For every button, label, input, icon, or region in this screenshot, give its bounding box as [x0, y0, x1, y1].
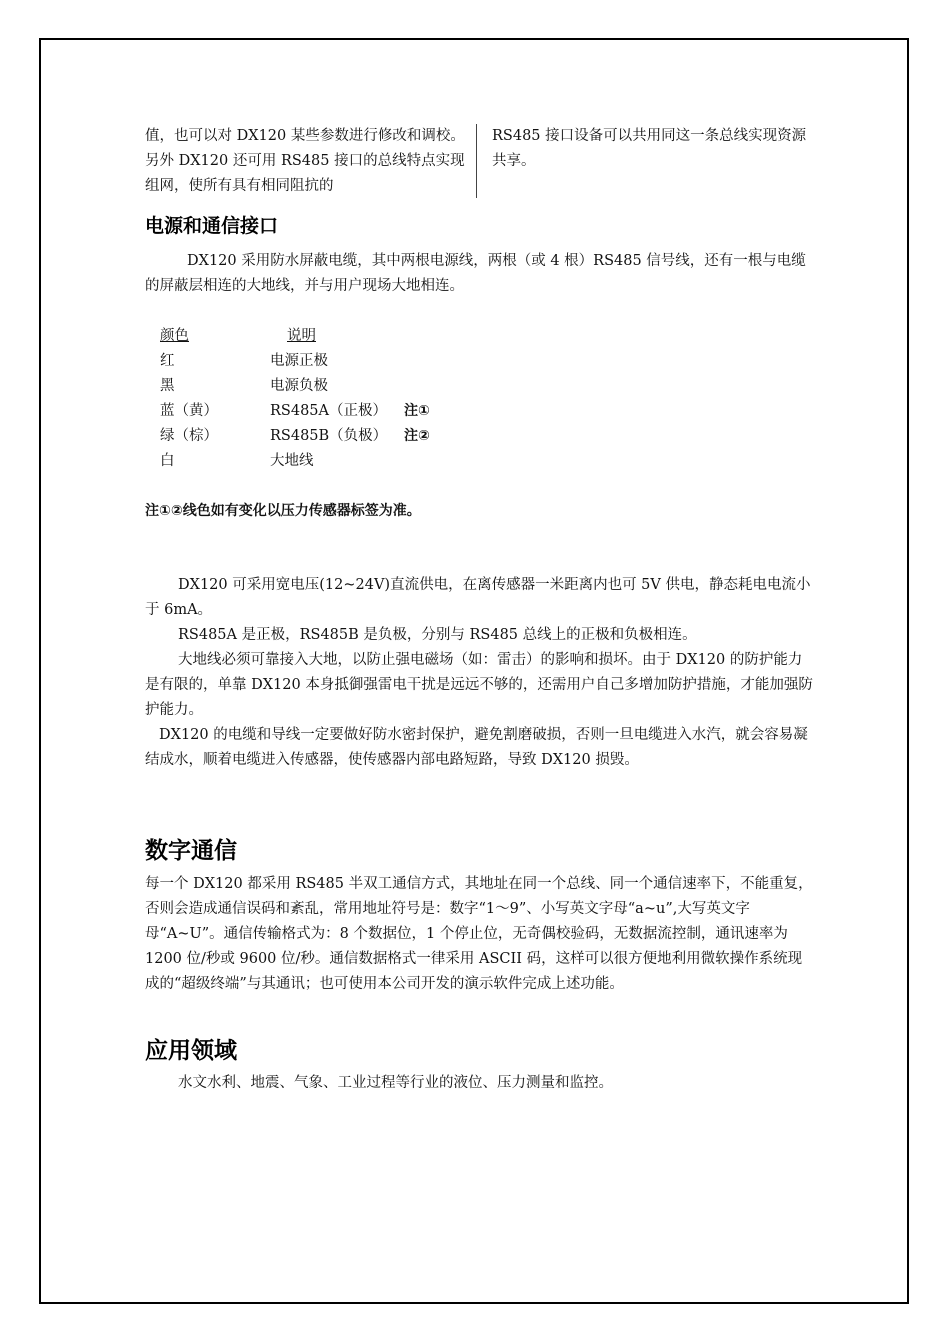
application-section-title: 应用领域: [145, 1038, 237, 1064]
intro-right-column: RS485 接口设备可以共用同这一条总线实现资源共享。: [492, 128, 807, 169]
wire-desc-cell: RS485B（负极）: [270, 428, 388, 444]
wire-desc-cell: 大地线: [270, 453, 314, 469]
wire-row-green: [160, 424, 430, 449]
power-section-title: 电源和通信接口: [145, 215, 279, 237]
wire-row-blue: [160, 399, 430, 424]
power-paragraph-rs485: RS485A 是正极，RS485B 是负极，分别与 RS485 总线上的正极和负极相连。: [178, 627, 697, 643]
header-description: 说明: [287, 328, 316, 344]
wire-color-cell: 蓝（黄）: [160, 403, 218, 419]
wire-color-table: [160, 324, 430, 474]
digital-paragraph: 每一个 DX120 都采用 RS485 半双工通信方式，其地址在同一个总线、同一个通信速率下，不能重复，否则会造成通信误码和紊乱，常用地址符号是：数字“1～9”、小写英文字母“a~u”,大写英文字母“A~U”。通信传输格式为：8 个数据位，1 个停止位，无奇偶校验码，无数据流控制，通讯速率为 1200 位/秒或 9600 位/秒。通信数据格式一律采用 ASCII 码，这样可以很方便地利用微软操作系统现成的“超级终端”与其通讯；也可使用本公司开发的演示软件完成上述功能。: [145, 876, 813, 992]
wire-note-cell: 注①: [404, 403, 430, 419]
power-intro-paragraph: DX120 采用防水屏蔽电缆，其中两根电源线，两根（或 4 根）RS485 信号线，还有一根与电缆的屏蔽层相连的大地线，并与用户现场大地相连。: [145, 253, 806, 294]
power-paragraph-supply: DX120 可采用宽电压(12~24V)直流供电，在离传感器一米距离内也可 5V 供电，静态耗电电流小于 6mA。: [145, 577, 811, 618]
wire-table-header: [160, 324, 430, 349]
wire-color-cell: 绿（棕）: [160, 428, 218, 444]
digital-section-title: 数字通信: [145, 838, 237, 864]
wire-desc-cell: 电源正极: [270, 353, 328, 369]
wire-row-black: [160, 374, 430, 399]
application-paragraph: 水文水利、地震、气象、工业过程等行业的液位、压力测量和监控。: [178, 1075, 613, 1091]
wire-row-red: [160, 349, 430, 374]
wire-note-cell: 注②: [404, 428, 430, 444]
wire-desc-cell: RS485A（正极）: [270, 403, 387, 419]
wire-desc-cell: 电源负极: [270, 378, 328, 394]
power-paragraph-ground: 大地线必须可靠接入大地，以防止强电磁场（如：雷击）的影响和损坏。由于 DX120 的防护能力是有限的，单靠 DX120 本身抵御强雷电干扰是远远不够的，还需用户自己多增加防护措施，才能加强防护能力。: [145, 652, 813, 718]
wire-color-cell: 红: [160, 353, 175, 369]
wire-color-cell: 黑: [160, 378, 175, 394]
wire-row-white: [160, 449, 430, 474]
wire-color-cell: 白: [160, 453, 175, 469]
wire-color-note: 注①②线色如有变化以压力传感器标签为准。: [145, 503, 421, 519]
power-paragraph-cable: DX120 的电缆和导线一定要做好防水密封保护，避免割磨破损，否则一旦电缆进入水汽，就会容易凝结成水，顺着电缆进入传感器，使传感器内部电路短路，导致 DX120 损毁。: [145, 727, 808, 768]
column-divider: [476, 124, 477, 198]
header-color: 颜色: [160, 328, 189, 344]
intro-left-column: 值，也可以对 DX120 某些参数进行修改和调校。另外 DX120 还可用 RS485 接口的总线特点实现组网，使所有具有相同阻抗的: [145, 128, 465, 194]
